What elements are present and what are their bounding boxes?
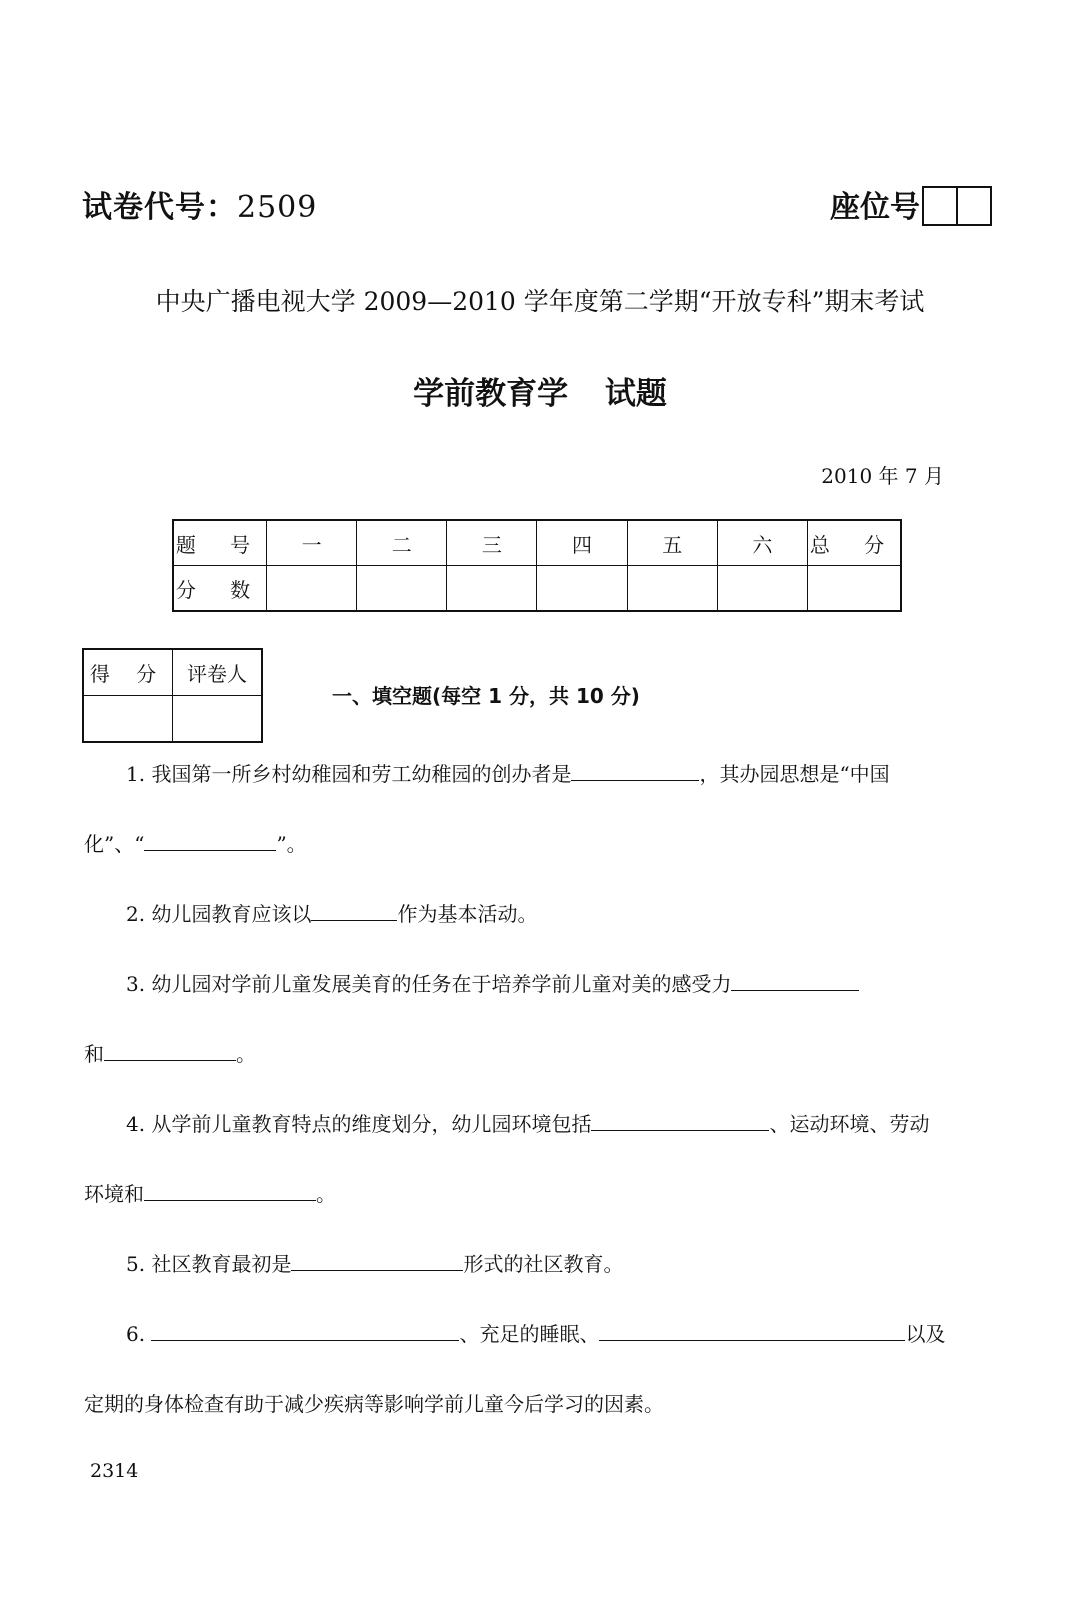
answer-blank [104,1040,236,1061]
question-3-line2 [84,1040,256,1068]
score-table [172,519,902,612]
question-5 [126,1250,623,1278]
question-2 [126,900,537,928]
question-3-text: 3. 幼儿园对学前儿童发展美育的任务在于培养学前儿童对美的感受力 [126,972,732,996]
answer-blank [591,1110,769,1131]
subject-title: 学前教育学 试题 [413,376,667,412]
score-col-5: 五 [627,520,717,566]
question-1-text-cont: ，其办园思想是“中国 [699,762,890,786]
question-1-text: 1. 我国第一所乡村幼稚园和劳工幼稚园的创办者是 [126,762,572,786]
question-4-text-cont2: 环境和 [84,1182,144,1206]
question-5-text: 5. 社区教育最初是 [126,1252,292,1276]
question-5-text-end: 形式的社区教育。 [463,1252,624,1276]
score-cell [808,566,902,612]
question-3-text-end: 。 [236,1042,256,1066]
question-3-text-cont: 和 [84,1042,104,1066]
exam-title: 中央广播电视大学 2009—2010 学年度第二学期“开放专科”期末考试 [155,287,925,316]
score-col-2: 二 [357,520,447,566]
section-heading: 一、填空题(每空 1 分，共 10 分) [332,684,640,708]
score-table-score-row [173,566,901,612]
seat-box [956,188,990,224]
question-1-text-cont2: 化”、“ [84,832,145,856]
score-cell [717,566,807,612]
score-col-3: 三 [447,520,537,566]
score-col-total: 总 分 [808,520,902,566]
score-cell [267,566,357,612]
seat-number-label: 座位号 [830,190,920,225]
page-number: 2314 [90,1460,139,1482]
grader-score-cell [83,696,173,743]
score-table-header-row [173,520,901,566]
exam-date: 2010 年 7 月 [821,464,944,488]
question-6-text: 、充足的睡眠、 [459,1322,600,1346]
question-4-line2 [84,1180,336,1208]
question-2-text-end: 作为基本活动。 [397,902,538,926]
paper-code-label: 试卷代号： [82,190,237,225]
question-6-number: 6. [126,1322,146,1346]
answer-blank [151,1320,459,1341]
question-1-text-end: ”。 [276,832,307,856]
question-4-line1 [126,1110,929,1138]
score-cell [627,566,717,612]
answer-blank [144,830,276,851]
question-6-text-cont: 以及 [905,1322,946,1346]
answer-blank [291,1250,463,1271]
score-table-row2-label: 分 数 [173,566,267,612]
seat-box [924,188,956,224]
question-2-text: 2. 幼儿园教育应该以 [126,902,312,926]
score-cell [357,566,447,612]
question-1-line1 [126,760,890,788]
question-6-line1 [126,1320,945,1348]
grader-name-cell [173,696,263,743]
paper-code-number: 2509 [237,190,318,225]
question-4-text: 4. 从学前儿童教育特点的维度划分，幼儿园环境包括 [126,1112,592,1136]
question-4-text-cont: 、运动环境、劳动 [769,1112,930,1136]
question-3-line1 [126,970,859,998]
score-cell [447,566,537,612]
grader-name-label: 评卷人 [173,649,263,696]
seat-number-boxes [922,186,992,226]
score-col-4: 四 [537,520,627,566]
question-6-line2: 定期的身体检查有助于减少疾病等影响学前儿童今后学习的因素。 [84,1392,664,1416]
answer-blank [599,1320,905,1341]
score-cell [537,566,627,612]
seat-number [830,182,992,226]
score-col-6: 六 [717,520,807,566]
answer-blank [311,900,397,921]
score-col-1: 一 [267,520,357,566]
answer-blank [571,760,699,781]
question-4-text-end: 。 [316,1182,336,1206]
paper-code [82,182,317,226]
answer-blank [144,1180,316,1201]
score-table-row1-label: 题 号 [173,520,267,566]
grader-score-label: 得 分 [83,649,173,696]
grader-table [82,648,263,743]
question-1-line2 [84,830,307,858]
answer-blank [731,970,859,991]
